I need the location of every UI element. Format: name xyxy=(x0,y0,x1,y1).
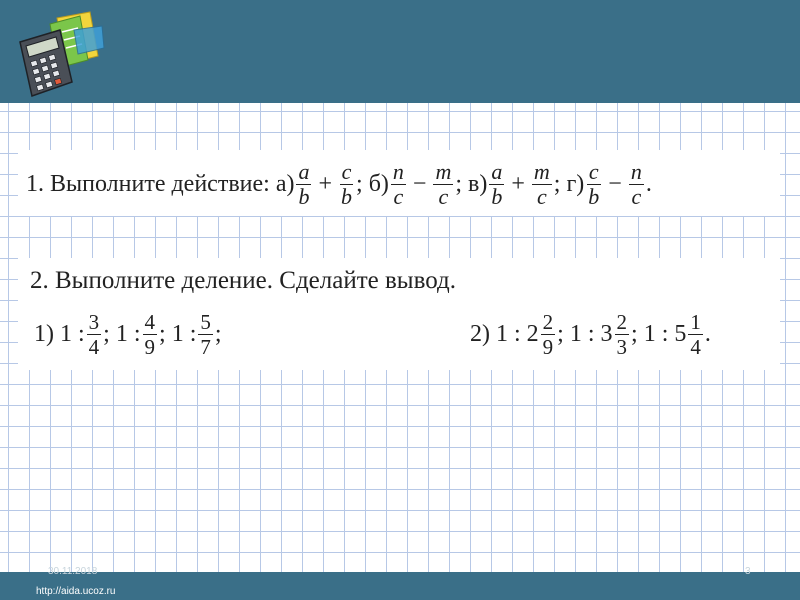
top-banner xyxy=(0,0,800,103)
fraction: $\frac{a}{b}$ xyxy=(298,158,310,209)
task2-label: 2. Выполните деление. Сделайте вывод. xyxy=(30,267,456,294)
fraction: $\frac{5}{7}$ xyxy=(200,309,211,359)
task1-label: 1. Выполните действие: xyxy=(26,170,270,197)
fraction: $\frac{n}{c}$ xyxy=(630,158,642,209)
part1-tag: 1) xyxy=(34,320,54,347)
task1-item-a-tag: а) xyxy=(275,170,295,197)
task1-item-d-tag: г) xyxy=(566,170,585,197)
fraction: $\frac{c}{b}$ xyxy=(588,158,600,209)
bottom-banner xyxy=(0,572,800,600)
slide-number: 3 xyxy=(745,566,751,577)
calculator-icon xyxy=(12,8,107,98)
fraction: $\frac{m}{c}$ xyxy=(435,158,452,209)
task1-item-b-tag: б) xyxy=(368,170,389,197)
fraction: $\frac{4}{9}$ xyxy=(144,309,156,359)
task2-part2: 2) 1 : 2 $\frac{2}{9}$ ; 1 : 3 $\frac{2}{3}$ ; 1 : 5 $\frac{1}{4}$ . xyxy=(470,309,711,359)
footer-url[interactable]: http://aida.ucoz.ru xyxy=(36,586,116,597)
fraction: $\frac{2}{3}$ xyxy=(616,309,628,359)
footer-date: 30.11.2018 xyxy=(48,566,98,577)
fraction: $\frac{c}{b}$ xyxy=(341,158,353,209)
task2-part1: 1) 1 : $\frac{3}{4}$ ; 1 : $\frac{4}{9}$ ; 1 : $\frac{5}{7}$ ; xyxy=(34,309,222,359)
fraction: $\frac{1}{4}$ xyxy=(690,309,701,359)
fraction: $\frac{a}{b}$ xyxy=(491,158,503,209)
fraction: $\frac{m}{c}$ xyxy=(533,158,550,209)
task1-item-c-tag: в) xyxy=(468,170,488,197)
task1-line: 1. Выполните действие: а) $\frac{a}{b}$ + $\frac{c}{b}$ ; б) $\frac{n}{c}$ − $\frac{m}{c}$ ; в) $\frac{a}{b}$ + $\frac{m}{c}$ ; г) $\frac{c}{b}$ − $\frac{n}{c}$ . xyxy=(26,158,652,209)
fraction: $\frac{2}{9}$ xyxy=(542,309,554,359)
part2-tag: 2) xyxy=(470,320,490,347)
fraction: $\frac{3}{4}$ xyxy=(88,309,100,359)
fraction: $\frac{n}{c}$ xyxy=(392,158,404,209)
